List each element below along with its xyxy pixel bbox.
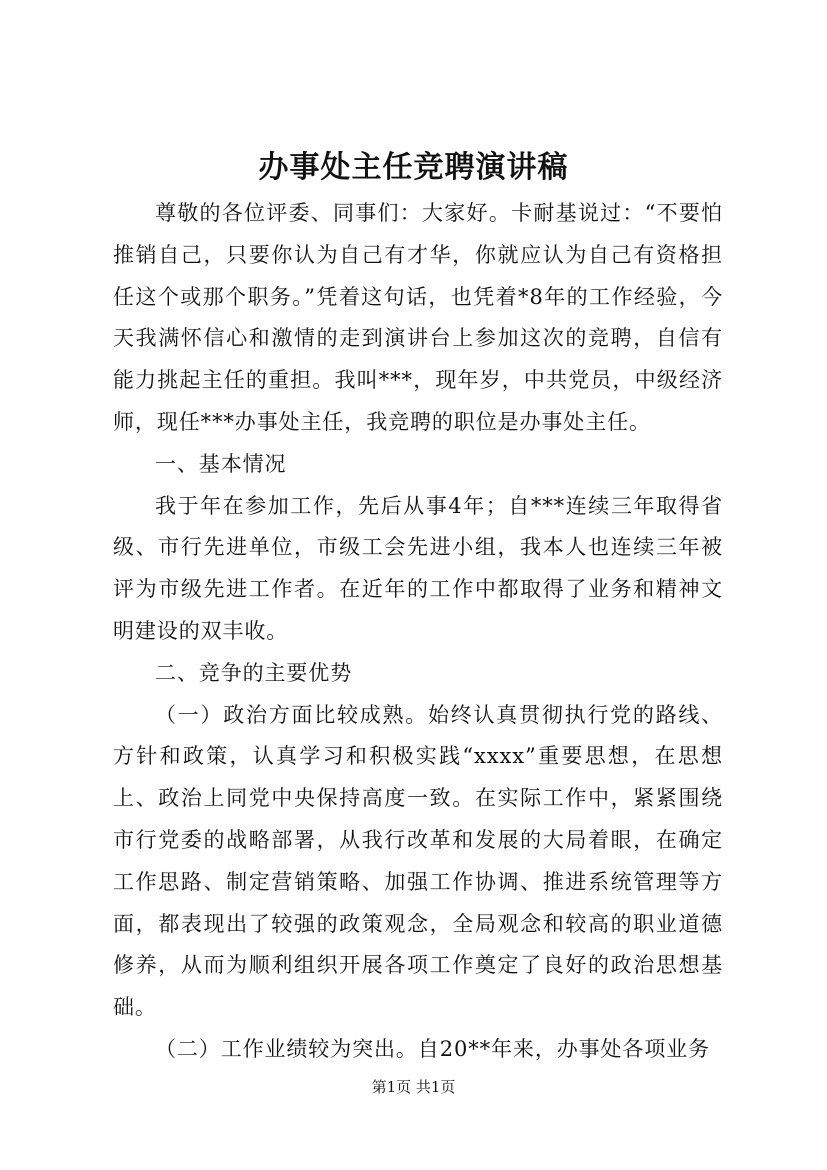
document-title: 办事处主任竞聘演讲稿 — [258, 150, 569, 185]
document-body — [113, 193, 723, 1071]
paragraph-basic-info: 我于年在参加工作，先后从事4年；自***连续三年取得省级、市行先进单位，市级工会先进小组，我本人也连续三年被评为市级先进工作者。在近年的工作中都取得了业务和精神文明建设的双丰收。 — [113, 493, 723, 643]
section-heading-basic-info: 一、基本情况 — [155, 451, 287, 476]
paragraph-political: （一）政治方面比较成熟。始终认真贯彻执行党的路线、方针和政策，认真学习和积极实践“xxxx”重要思想，在思想上、政治上同党中央保持高度一致。在实际工作中，紧紧围绕市行党委的战略部署，从我行改革和发展的大局着眼，在确定工作思路、制定营销策略、加强工作协调、推进系统管理等方面，都表现出了较强的政策观念，全局观念和较高的职业道德修养，从而为顺利组织开展各项工作奠定了良好的政治思想基础。 — [113, 702, 723, 1020]
paragraph-performance: （二）工作业绩较为突出。自20**年来，办事处各项业务 — [155, 1036, 711, 1061]
paragraph-opening: 尊敬的各位评委、同事们：大家好。卡耐基说过：“不要怕推销自己，只要你认为自己有才华，你就应认为自己有资格担任这个或那个职务。”凭着这句话，也凭着*8年的工作经验，今天我满怀信心和激情的走到演讲台上参加这次的竞聘，自信有能力挑起主任的重担。我叫***，现年岁，中共党员，中级经济师，现任***办事处主任，我竞聘的职位是办事处主任。 — [113, 201, 723, 434]
section-heading-advantages: 二、竞争的主要优势 — [155, 660, 353, 685]
page-number-footer: 第1页 共1页 — [371, 1078, 456, 1096]
